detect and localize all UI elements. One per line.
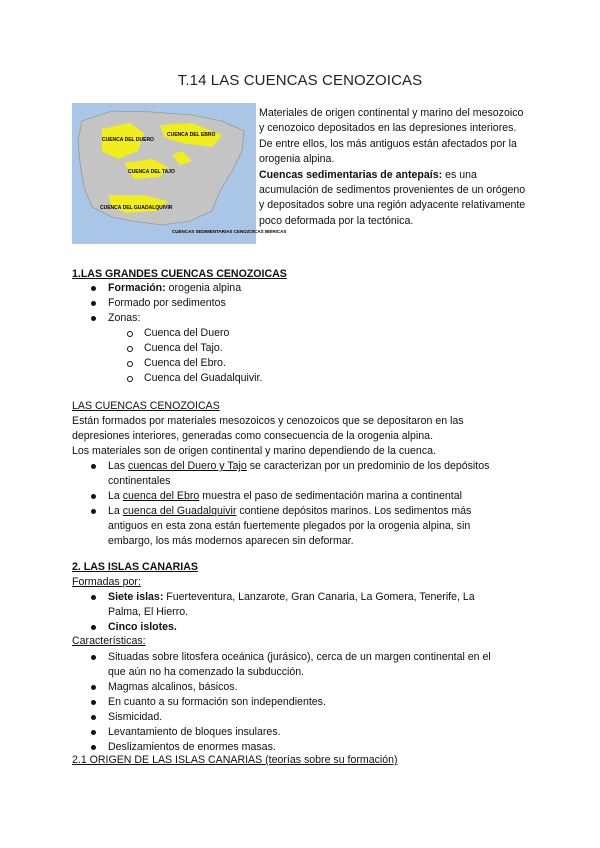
circle-bullet-icon bbox=[127, 361, 133, 367]
map-caption: CUENCAS SEDIMENTARIAS CENOZOICAS IBÉRICAS bbox=[172, 229, 287, 234]
bullet-icon bbox=[91, 655, 96, 660]
s1-bullet-formacion bbox=[108, 281, 241, 296]
s3-i1-bold: Siete islas: bbox=[108, 591, 164, 603]
intro-text bbox=[259, 106, 529, 229]
circle-bullet-icon bbox=[127, 331, 133, 337]
s2-a-cont: continentales bbox=[108, 475, 171, 487]
subsection-2-1-heading: 2.1 ORIGEN DE LAS ISLAS CANARIAS (teorías sobre su formación) bbox=[72, 754, 398, 766]
zone-item: Cuenca del Duero bbox=[144, 327, 230, 339]
s3-c6: Deslizamientos de enormes masas. bbox=[108, 741, 276, 753]
s1-b1-rest: orogenia alpina bbox=[165, 282, 242, 294]
s3-c3: En cuanto a su formación son independientes. bbox=[108, 696, 326, 708]
s3-bullet-islas bbox=[108, 590, 475, 605]
s3-i1-cont: Palma, El Hierro. bbox=[108, 606, 189, 618]
bullet-icon bbox=[91, 730, 96, 735]
intro-p2-bold: Cuencas sedimentarias de antepaís: bbox=[259, 168, 443, 181]
bullet-icon bbox=[91, 685, 96, 690]
bullet-icon bbox=[91, 301, 96, 306]
s2-bullet-ebro bbox=[108, 489, 462, 504]
s2-a-post: se caracterizan por un predominio de los depósitos bbox=[246, 460, 490, 472]
section1-heading: 1.LAS GRANDES CUENCAS CENOZOICAS bbox=[72, 268, 287, 280]
s2-bullet-duero-tajo bbox=[108, 459, 489, 474]
map-label-ebro: CUENCA DEL EBRO bbox=[167, 132, 216, 138]
section2-heading: LAS CUENCAS CENOZOICAS bbox=[72, 400, 220, 412]
circle-bullet-icon bbox=[127, 376, 133, 382]
page-title: T.14 LAS CUENCAS CENOZOICAS bbox=[177, 72, 423, 89]
s2-b-pre: La bbox=[108, 490, 123, 502]
bullet-icon bbox=[91, 464, 96, 469]
s3-c1: Situadas sobre litosfera oceánica (jurásico), cerca de un margen continental en el bbox=[108, 651, 491, 663]
s2-line3: Los materiales son de origen continental y marino dependiendo de la cuenca. bbox=[72, 445, 436, 457]
bullet-icon bbox=[91, 745, 96, 750]
link-guadalquivir[interactable]: cuenca del Guadalquivir bbox=[122, 505, 237, 517]
s2-c-line2: antiguos en esta zona están fuertemente plegados por la orogenia alpina, sin bbox=[108, 520, 471, 532]
section3-heading: 2. LAS ISLAS CANARIAS bbox=[72, 561, 198, 573]
circle-bullet-icon bbox=[127, 346, 133, 352]
caracteristicas-label: Características: bbox=[72, 635, 146, 647]
s2-c-line3: embargo, los más modernos aparecen sin deformar. bbox=[108, 535, 354, 547]
s2-a-pre: Las bbox=[108, 460, 129, 472]
s3-bullet-islotes: Cinco islotes. bbox=[108, 621, 177, 633]
intro-p1: Materiales de origen continental y marino del mesozoico y cenozoico depositados en las depresiones interiores. De entre ellos, los más antiguos están afectados por la orogenia alpina. bbox=[259, 107, 524, 166]
link-ebro[interactable]: cuenca del Ebro bbox=[122, 490, 200, 502]
s3-c4: Sismicidad. bbox=[108, 711, 163, 723]
bullet-icon bbox=[91, 494, 96, 499]
map-label-guadalquivir: CUENCA DEL GUADALQUIVIR bbox=[100, 205, 173, 211]
bullet-icon bbox=[91, 316, 96, 321]
bullet-icon bbox=[91, 286, 96, 291]
s1-b1-bold: Formación: bbox=[108, 282, 166, 294]
intro-p2: es una acumulación de sedimentos provenientes de un orógeno y depositados sobre una región adyacente relativamente poco deformada por la tectónica. bbox=[259, 168, 526, 227]
s3-c5: Levantamiento de bloques insulares. bbox=[108, 726, 281, 738]
s1-bullet-sedimentos: Formado por sedimentos bbox=[108, 297, 226, 309]
formadas-por-label: Formadas por: bbox=[72, 576, 141, 588]
zone-item: Cuenca del Tajo. bbox=[144, 342, 223, 354]
s3-c2: Magmas alcalinos, básicos. bbox=[108, 681, 238, 693]
link-duero-tajo[interactable]: cuencas del Duero y Tajo bbox=[128, 460, 247, 472]
map-label-tajo: CUENCA DEL TAJO bbox=[128, 169, 175, 175]
zone-item: Cuenca del Guadalquivir. bbox=[144, 372, 263, 384]
s2-line2: depresiones interiores, generadas como consecuencia de la orogenia alpina. bbox=[72, 430, 434, 442]
zone-item: Cuenca del Ebro. bbox=[144, 357, 226, 369]
bullet-icon bbox=[91, 625, 96, 630]
s2-bullet-guadalquivir bbox=[108, 504, 471, 519]
bullet-icon bbox=[91, 700, 96, 705]
bullet-icon bbox=[91, 715, 96, 720]
s3-c1-cont: que aún no ha comenzado la subducción. bbox=[108, 666, 305, 678]
bullet-icon bbox=[91, 509, 96, 514]
s2-c-pre: La bbox=[108, 505, 123, 517]
bullet-icon bbox=[91, 595, 96, 600]
s2-b-post: muestra el paso de sedimentación marina a continental bbox=[199, 490, 462, 502]
s3-i1-rest: Fuerteventura, Lanzarote, Gran Canaria, La Gomera, Tenerife, La bbox=[163, 591, 475, 603]
s2-c-post: contiene depósitos marinos. Los sedimentos más bbox=[236, 505, 472, 517]
s1-bullet-zonas: Zonas: bbox=[108, 312, 141, 324]
iberia-basins-map bbox=[72, 103, 287, 244]
s2-line1: Están formados por materiales mesozoicos y cenozoicos que se depositaron en las bbox=[72, 415, 464, 427]
map-label-duero: CUENCA DEL DUERO bbox=[102, 137, 154, 143]
